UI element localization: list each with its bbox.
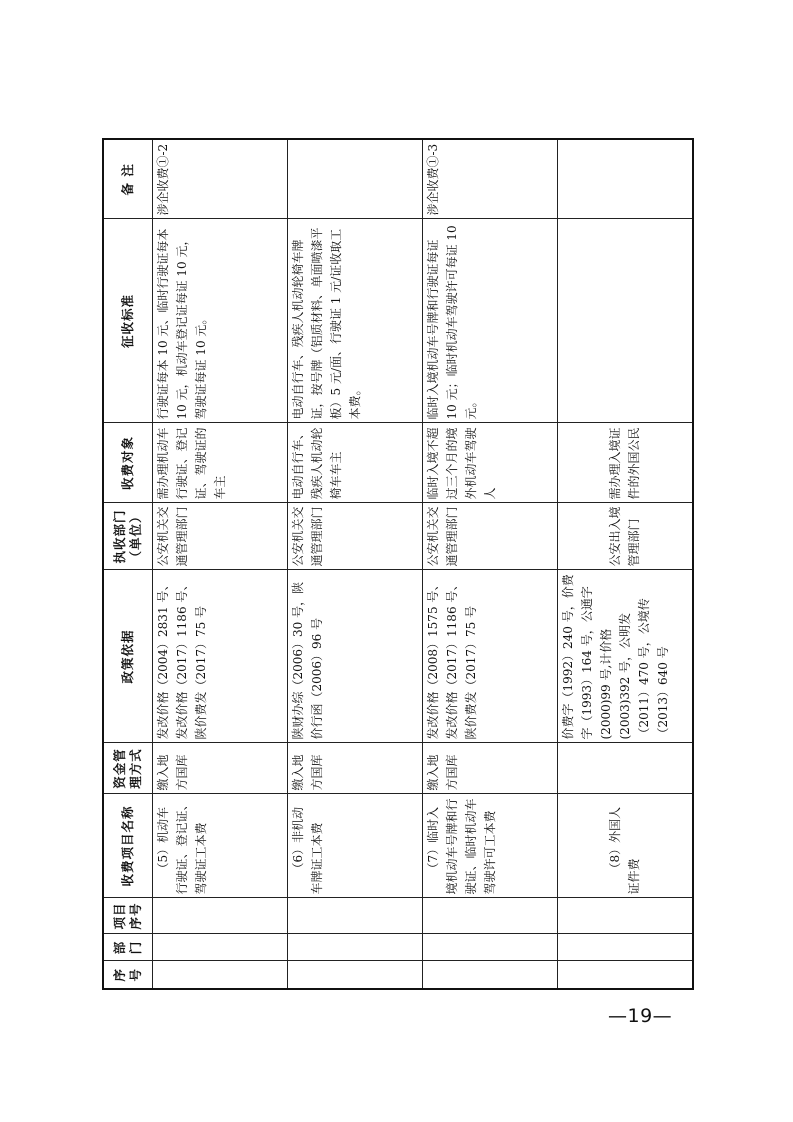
cell-dept — [558, 934, 693, 961]
cell-standard — [558, 219, 693, 423]
header-dept: 部门 — [103, 934, 153, 961]
cell-target: 需办理入境证件的外国公民 — [558, 423, 693, 503]
cell-remark: 涉企收费①-2 — [153, 139, 288, 219]
header-standard: 征收标准 — [103, 219, 153, 423]
cell-fund-mgmt: 缴入地方国库 — [288, 743, 423, 794]
item-name-text: （8）外国人证件费 — [607, 806, 641, 895]
cell-dept — [423, 934, 558, 961]
table-row — [153, 139, 288, 989]
header-target: 收费对象 — [103, 423, 153, 503]
cell-standard: 行驶证每本 10 元、临时行驶证每本 10 元，机动车登记证每证 10 元，驾驶证每证 10 元。 — [153, 219, 288, 423]
cell-dept — [153, 934, 288, 961]
cell-collector: 公安机关交通管理部门 — [288, 503, 423, 570]
cell-target: 临时入境不超过三个月的境外机动车驾驶人 — [423, 423, 558, 503]
cell-seq — [558, 961, 693, 989]
fee-table — [102, 138, 694, 990]
cell-seq — [288, 961, 423, 989]
cell-policy: 陕财办综（2006）30 号，陕价行函（2006）96 号 — [288, 570, 423, 743]
cell-item-name — [288, 794, 423, 898]
cell-dept — [288, 934, 423, 961]
header-policy: 政策依据 — [103, 570, 153, 743]
cell-policy: 发改价格（2004）2831 号、发改价格（2017）1186 号、陕价费发（2017）75 号 — [153, 570, 288, 743]
cell-item-seq — [153, 898, 288, 934]
cell-item-seq — [423, 898, 558, 934]
item-name-text: （7）临时入境机动车号牌和行驶证、临时机动车驾驶许可工本费 — [426, 798, 497, 895]
table-row — [288, 139, 423, 989]
cell-collector: 公安机关交通管理部门 — [423, 503, 558, 570]
header-item-seq: 项目序号 — [103, 898, 153, 934]
item-name-text: （6）非机动车牌证工本费 — [291, 806, 324, 895]
item-name-text: （5）机动车行驶证、登记证、驾驶证工本费 — [156, 798, 208, 895]
cell-fund-mgmt: 缴入地方国库 — [423, 743, 558, 794]
header-remark: 备 注 — [103, 139, 153, 219]
cell-target: 电动自行车、残疾人机动轮椅车车主 — [288, 423, 423, 503]
cell-standard: 电动自行车、残疾人机动轮椅车牌证，按号牌（铝质材料、单面喷漆平板）5 元/面、行驶证 1 元/证收取工本费。 — [288, 219, 423, 423]
cell-policy: 价费字（1992）240 号，价费字（1993）164 号，公通字(2000)99 号,计价格(2003)392 号，公明发（2011）470 号，公境传（2013）640 号 — [558, 570, 693, 743]
cell-collector: 公安机关交通管理部门 — [153, 503, 288, 570]
header-seq: 序号 — [103, 961, 153, 989]
page-number: —19— — [608, 1005, 673, 1027]
cell-item-name — [558, 794, 693, 898]
cell-standard: 临时入境机动车号牌和行驶证每证 10 元；临时机动车驾驶许可每证 10 元。 — [423, 219, 558, 423]
cell-remark — [288, 139, 423, 219]
header-item-name: 收费项目名称 — [103, 794, 153, 898]
cell-collector: 公安出入境管理部门 — [558, 503, 693, 570]
cell-seq — [423, 961, 558, 989]
cell-remark: 涉企收费①-3 — [423, 139, 558, 219]
cell-target: 需办理机动车行驶证、登记证、驾驶证的车主 — [153, 423, 288, 503]
cell-item-name — [153, 794, 288, 898]
cell-fund-mgmt: 缴入地方国库 — [153, 743, 288, 794]
cell-item-seq — [558, 898, 693, 934]
cell-seq — [153, 961, 288, 989]
table-row — [558, 139, 693, 989]
rotated-fee-table-container — [102, 140, 691, 990]
cell-item-name — [423, 794, 558, 898]
cell-item-seq — [288, 898, 423, 934]
header-fund-mgmt: 资金管理方式 — [103, 743, 153, 794]
cell-remark — [558, 139, 693, 219]
cell-policy: 发改价格（2008）1575 号、发改价格（2017）1186 号、陕价费发（2017）75 号 — [423, 570, 558, 743]
table-header-row — [103, 139, 153, 989]
header-collector: 执收部门（单位） — [103, 503, 153, 570]
cell-fund-mgmt — [558, 743, 693, 794]
table-row — [423, 139, 558, 989]
